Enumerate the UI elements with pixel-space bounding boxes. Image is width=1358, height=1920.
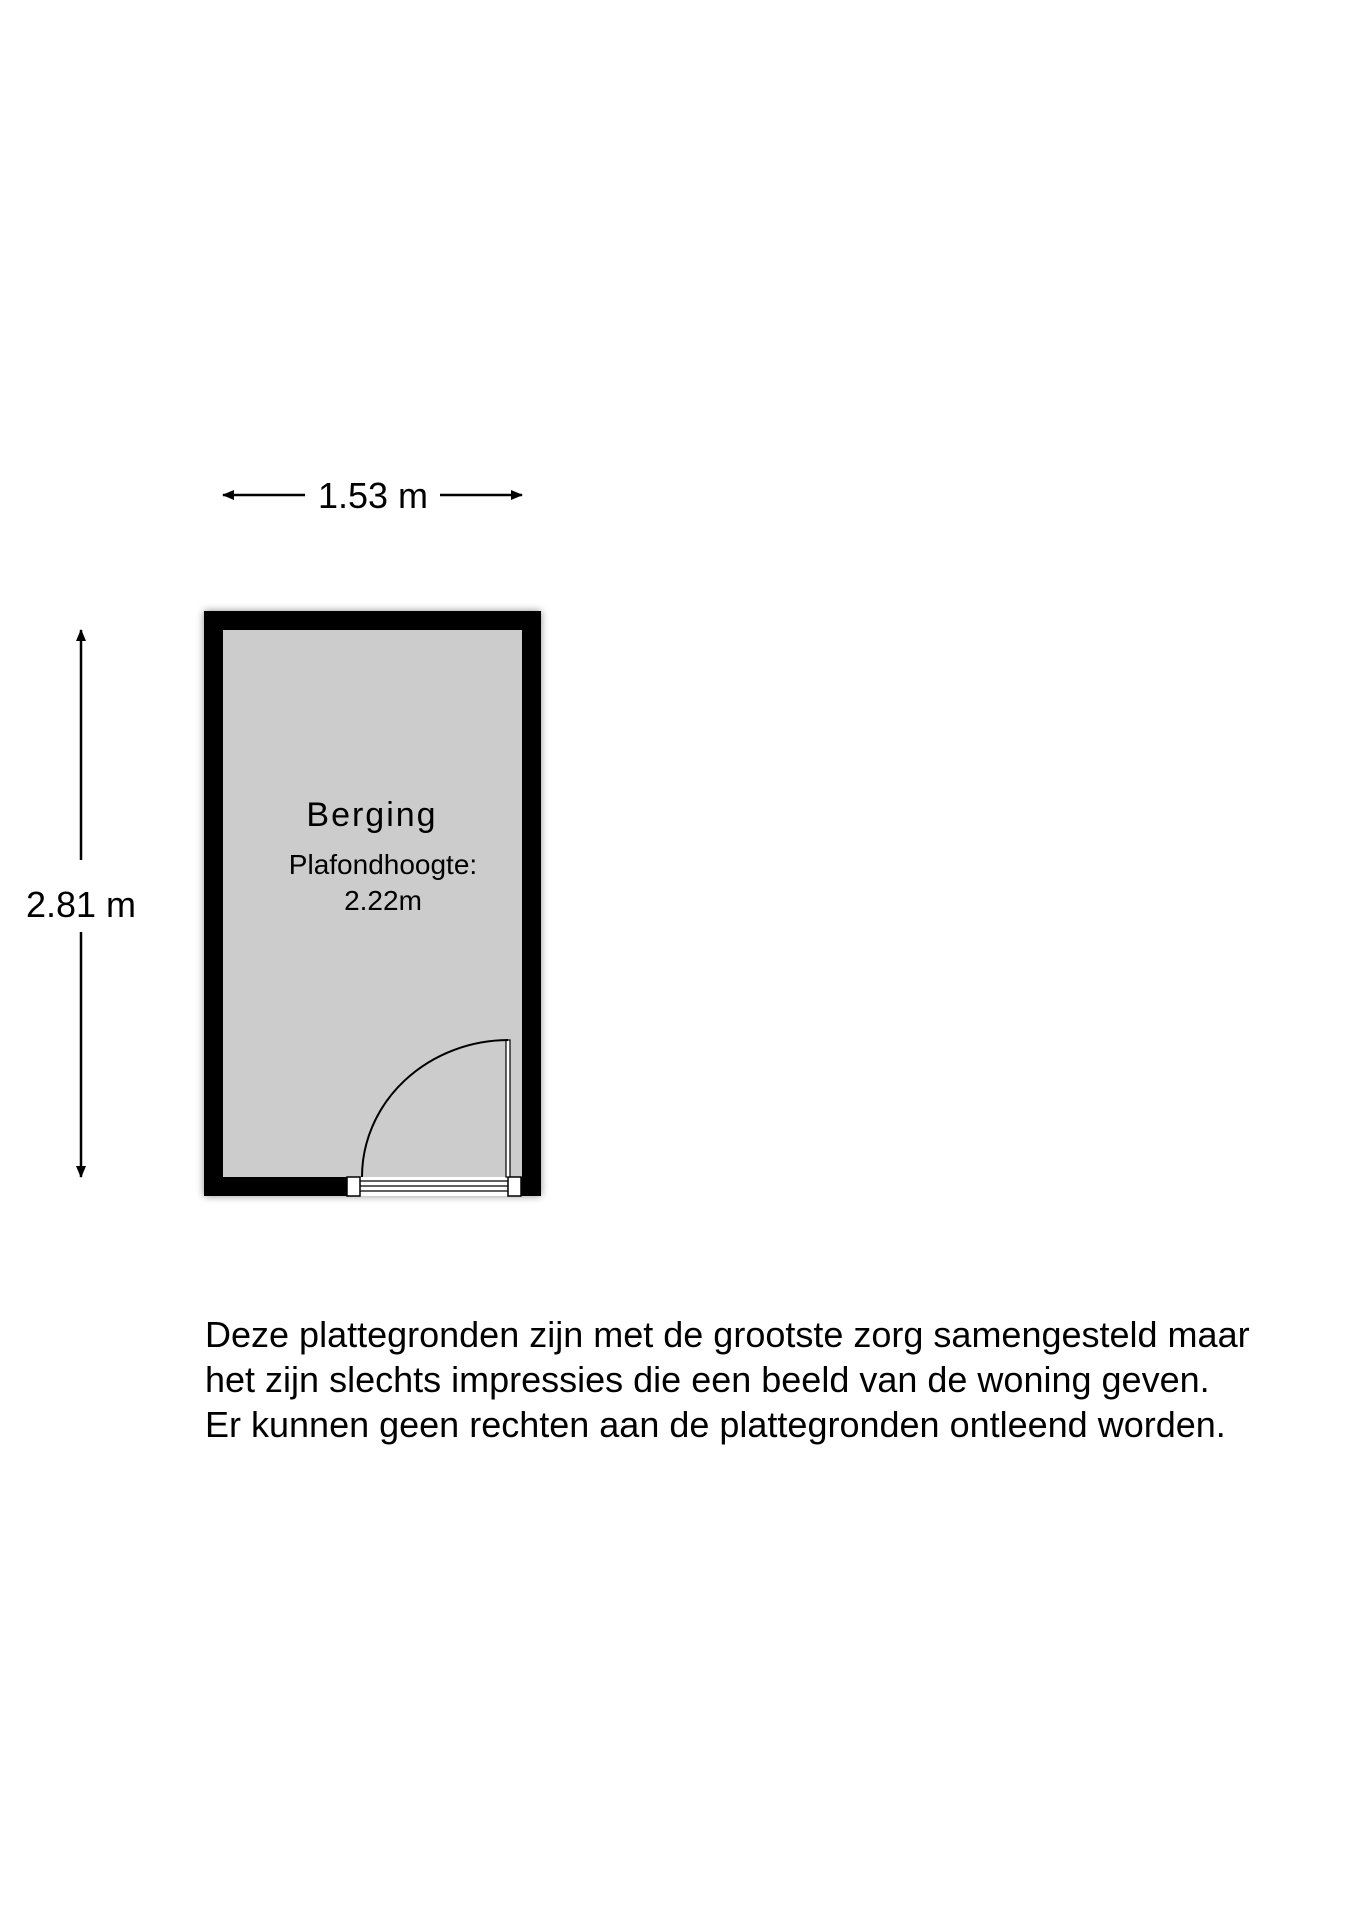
disclaimer xyxy=(205,1312,1335,1447)
disclaimer-line: het zijn slechts impressies die een beeld van de woning geven. xyxy=(205,1359,1210,1400)
door-leaf-panel xyxy=(506,1040,510,1177)
ceiling-height-value: 2.22m xyxy=(344,885,422,916)
door-frame-right xyxy=(508,1177,521,1196)
width-label: 1.53 m xyxy=(317,475,429,516)
width-dimension xyxy=(223,475,522,516)
disclaimer-line: Er kunnen geen rechten aan de plattegronden ontleend worden. xyxy=(205,1404,1226,1445)
ceiling-height-label: Plafondhoogte: xyxy=(288,849,478,880)
door-frame-left xyxy=(347,1177,360,1196)
disclaimer-line: Deze plattegronden zijn met de grootste zorg samengesteld maar xyxy=(205,1314,1250,1355)
room-name: Berging xyxy=(306,796,438,834)
height-dimension xyxy=(26,630,136,1177)
height-label: 2.81 m xyxy=(25,884,137,925)
